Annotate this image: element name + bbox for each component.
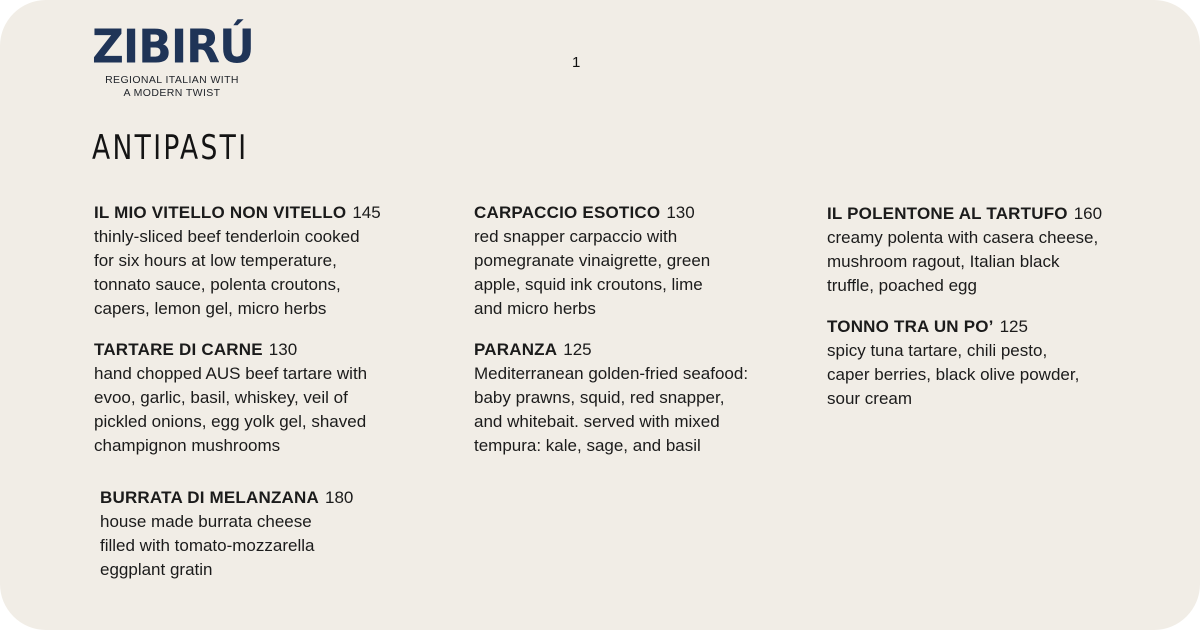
menu-item-name: IL POLENTONE AL TARTUFO xyxy=(827,204,1068,223)
menu-item xyxy=(827,202,1157,298)
logo-wordmark: ZIBIRÚ xyxy=(92,20,254,75)
menu-item-price: 145 xyxy=(352,203,381,222)
menu-item-description: thinly-sliced beef tenderloin cooked for six hours at low temperature, tonnato sauce, polenta croutons, capers, lemon gel, micro herbs xyxy=(94,227,360,318)
menu-item-price: 130 xyxy=(666,203,695,222)
page-number: 1 xyxy=(572,54,581,71)
restaurant-logo xyxy=(92,22,252,100)
menu-item-name: TARTARE DI CARNE xyxy=(94,340,263,359)
menu-item-price: 160 xyxy=(1073,204,1103,223)
menu-item-name: CARPACCIO ESOTICO xyxy=(474,203,661,222)
menu-item xyxy=(94,201,414,321)
menu-item-description: spicy tuna tartare, chili pesto, caper berries, black olive powder, sour cream xyxy=(827,341,1080,408)
menu-item-price: 130 xyxy=(268,340,298,359)
menu-item xyxy=(474,201,794,321)
logo-tagline-line1: REGIONAL ITALIAN WITH xyxy=(105,74,239,86)
menu-item-price: 180 xyxy=(325,488,354,507)
menu-item xyxy=(94,338,424,458)
menu-item-description: red snapper carpaccio with pomegranate vinaigrette, green apple, squid ink croutons, lime and micro herbs xyxy=(474,227,711,318)
menu-item xyxy=(827,315,1157,411)
menu-item-name: BURRATA DI MELANZANA xyxy=(100,488,319,507)
menu-item-description: hand chopped AUS beef tartare with evoo, garlic, basil, whiskey, veil of pickled onions, egg yolk gel, shaved champignon mushrooms xyxy=(94,364,368,455)
section-title: ANTIPASTI xyxy=(92,128,249,168)
menu-item-description: Mediterranean golden-fried seafood: baby prawns, squid, red snapper, and whitebait. served with mixed tempura: kale, sage, and basil xyxy=(474,364,749,455)
menu-item-price: 125 xyxy=(999,317,1028,336)
menu-item-name: PARANZA xyxy=(474,340,558,359)
menu-item-name: IL MIO VITELLO NON VITELLO xyxy=(94,203,347,222)
menu-item-description: house made burrata cheese filled with tomato-mozzarella eggplant gratin xyxy=(100,512,315,579)
menu-item-description: creamy polenta with casera cheese, mushroom ragout, Italian black truffle, poached egg xyxy=(827,228,1099,295)
menu-item-name: TONNO TRA UN PO’ xyxy=(827,317,994,336)
menu-item-price: 125 xyxy=(563,340,592,359)
menu-item xyxy=(474,338,804,458)
menu-item xyxy=(100,486,400,582)
logo-tagline-line2: A MODERN TWIST xyxy=(123,87,221,99)
